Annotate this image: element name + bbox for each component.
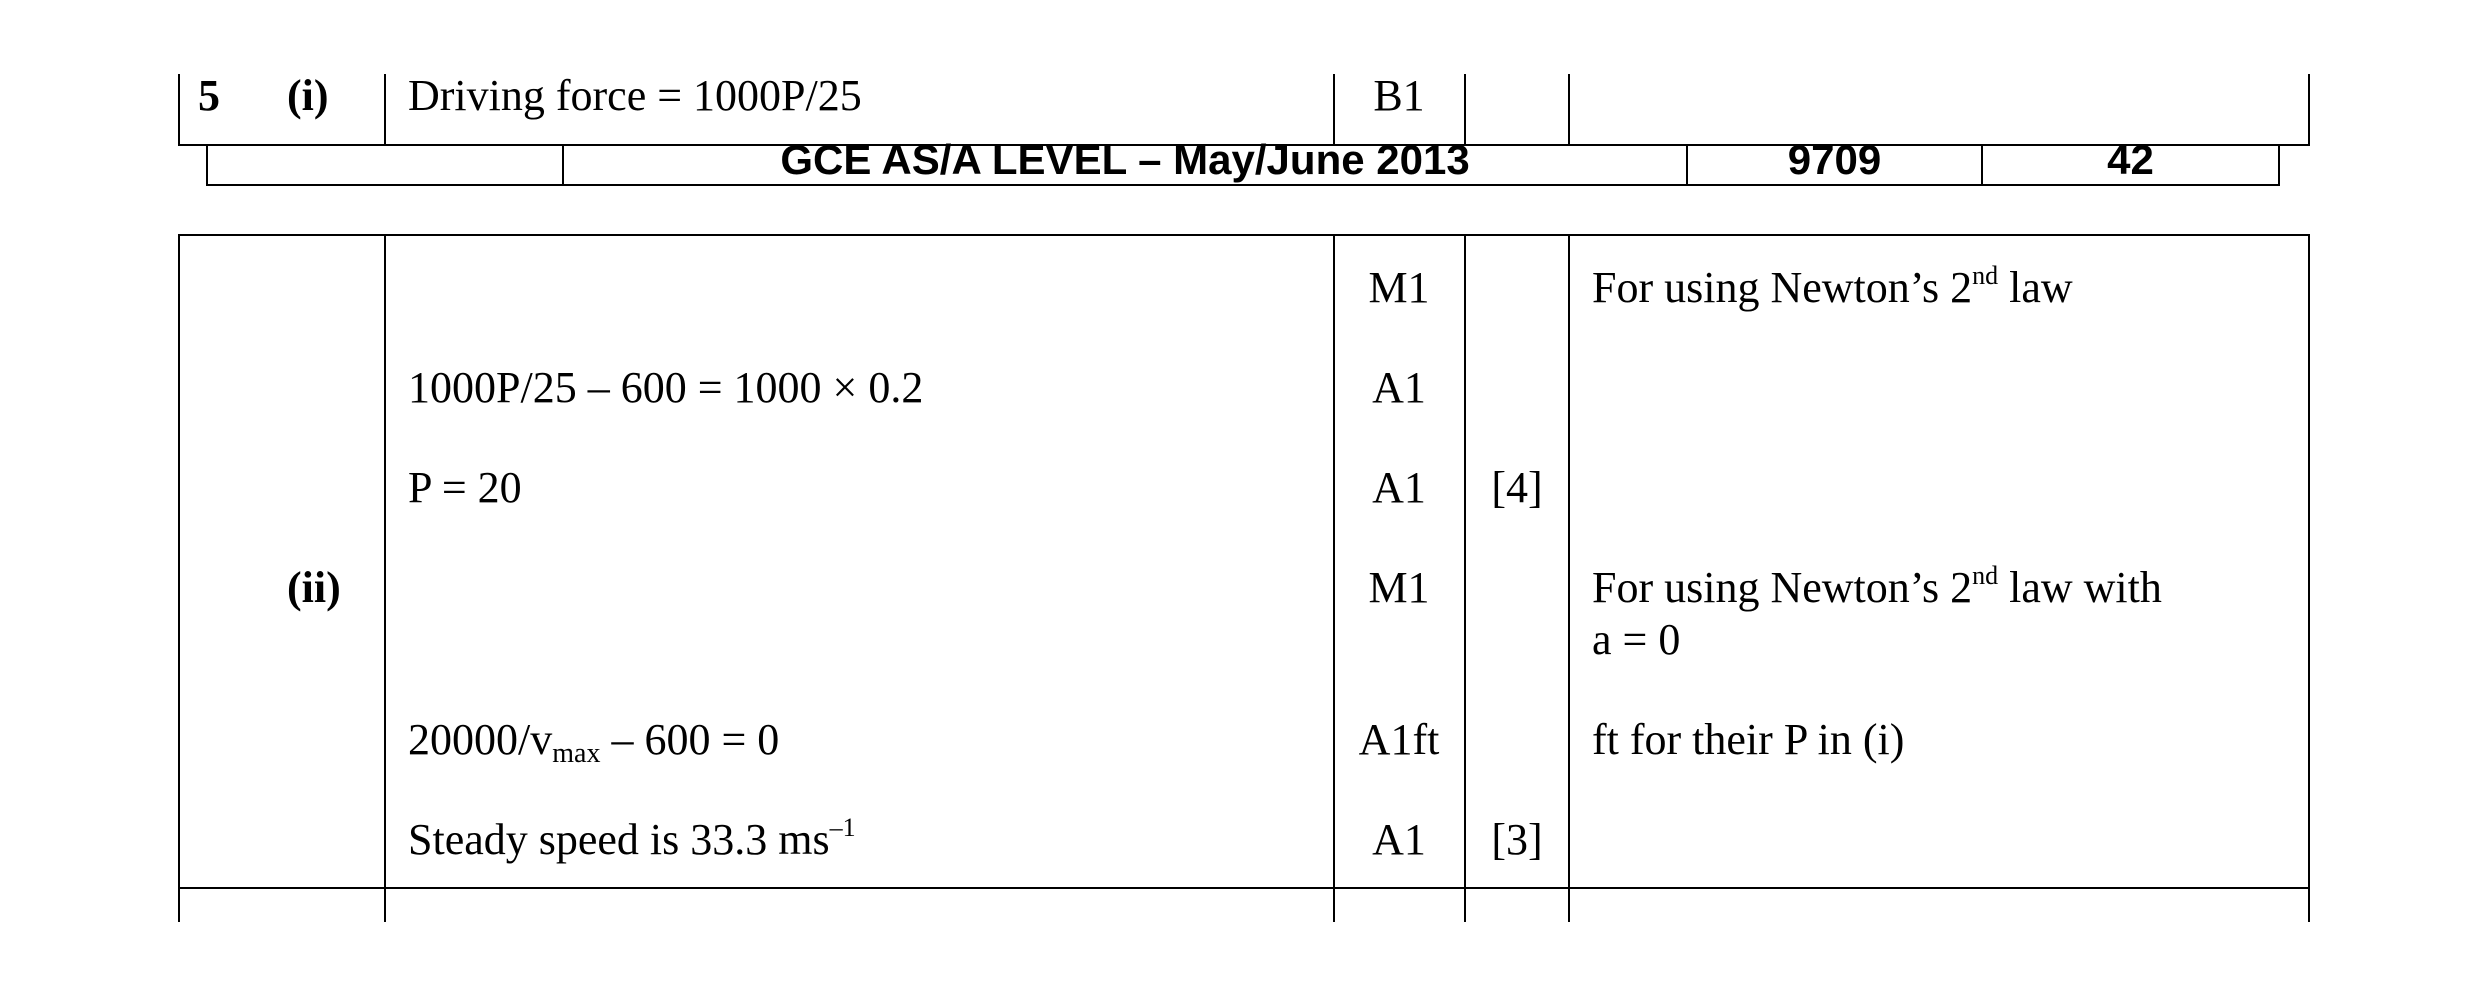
part-label-ii: (ii)	[287, 563, 341, 612]
table-top-border	[178, 234, 2310, 236]
note-cell-line2: a = 0	[1592, 615, 1681, 664]
top-divider-4	[1568, 74, 1570, 146]
top-right-border	[2308, 74, 2310, 146]
mark-cell: B1	[1373, 71, 1425, 120]
header-left-border	[206, 144, 208, 186]
total-marks-cell: [3]	[1491, 815, 1543, 864]
header-paper: 42	[2107, 136, 2154, 183]
header-bottom-border	[206, 184, 2280, 186]
note-cell: For using Newton’s 2nd law with	[1592, 561, 2162, 612]
table-right-border	[2308, 234, 2310, 922]
mark-cell: A1	[1372, 463, 1426, 512]
mark-cell: A1	[1372, 363, 1426, 412]
total-marks-cell: [4]	[1491, 463, 1543, 512]
table-left-border	[178, 234, 180, 922]
top-divider-1	[384, 74, 386, 146]
working-cell: $20000/v_{max} - 600 = 0$	[408, 715, 780, 769]
mark-cell: M1	[1368, 263, 1430, 312]
mark-cell: M1	[1368, 563, 1430, 612]
top-left-border	[178, 74, 180, 146]
mark-cell: A1ft	[1358, 715, 1440, 764]
table-row-separator	[178, 887, 2310, 889]
header-right-border	[2278, 144, 2280, 186]
working-cell: P = 20	[408, 463, 522, 512]
header-syllabus: 9709	[1787, 136, 1882, 183]
working-cell: Driving force = 1000P/25	[408, 71, 862, 120]
table-divider-1	[384, 234, 386, 922]
question-number: 5	[198, 71, 220, 120]
part-label-i: (i)	[287, 71, 329, 120]
working-cell: Steady speed is 33.3 $ms^{-1}$	[408, 813, 856, 864]
note-cell: ft for their P in (i)	[1592, 715, 1905, 764]
header-title: GCE AS/A LEVEL – May/June 2013	[780, 136, 1470, 183]
table-divider-4	[1568, 234, 1570, 922]
note-cell: For using Newton’s 2nd law	[1592, 261, 2073, 312]
working-cell: 1000P/25 – 600 = 1000 × 0.2	[408, 363, 924, 412]
mark-cell: A1	[1372, 815, 1426, 864]
